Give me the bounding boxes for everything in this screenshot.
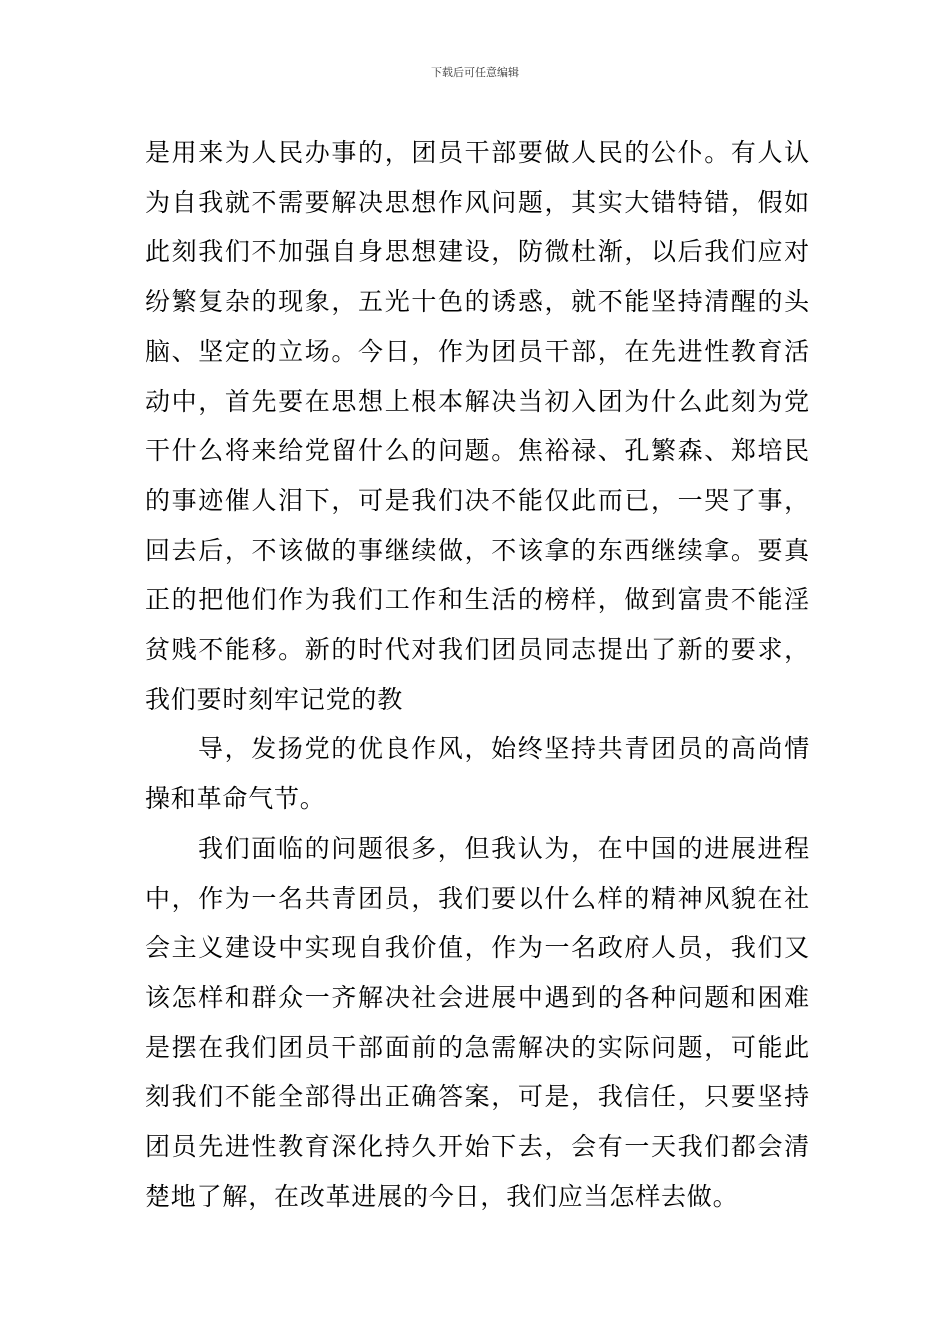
document-body bbox=[145, 128, 810, 1221]
paragraph-3: 我们面临的问题很多，但我认为，在中国的进展进程中，作为一名共青团员，我们要以什么样的精神风貌在社会主义建设中实现自我价值，作为一名政府人员，我们又该怎样和群众一齐解决社会进展中遇到的各种问题和困难是摆在我们团员干部面前的急需解决的实际问题，可能此刻我们不能全部得出正确答案，可是，我信任，只要坚持团员先进性教育深化持久开始下去，会有一天我们都会清楚地了解，在改革进展的今日，我们应当怎样去做。 bbox=[145, 833, 810, 1211]
page-header: 下载后可任意编辑 bbox=[431, 66, 519, 79]
paragraph-1: 是用来为人民办事的，团员干部要做人民的公仆。有人认为自我就不需要解决思想作风问题，其实大错特错，假如此刻我们不加强自身思想建设，防微杜渐，以后我们应对纷繁复杂的现象，五光十色的诱惑，就不能坚持清醒的头脑、坚定的立场。今日，作为团员干部，在先进性教育活动中，首先要在思想上根本解决当初入团为什么此刻为党干什么将来给党留什么的问题。焦裕禄、孔繁森、郑培民的事迹催人泪下，可是我们决不能仅此而已，一哭了事，回去后，不该做的事继续做，不该拿的东西继续拿。要真正的把他们作为我们工作和生活的榜样，做到富贵不能淫贫贱不能移。新的时代对我们团员同志提出了新的要求，我们要时刻牢记党的教 bbox=[145, 138, 810, 714]
paragraph-2: 导，发扬党的优良作风，始终坚持共青团员的高尚情操和革命气节。 bbox=[145, 734, 810, 814]
